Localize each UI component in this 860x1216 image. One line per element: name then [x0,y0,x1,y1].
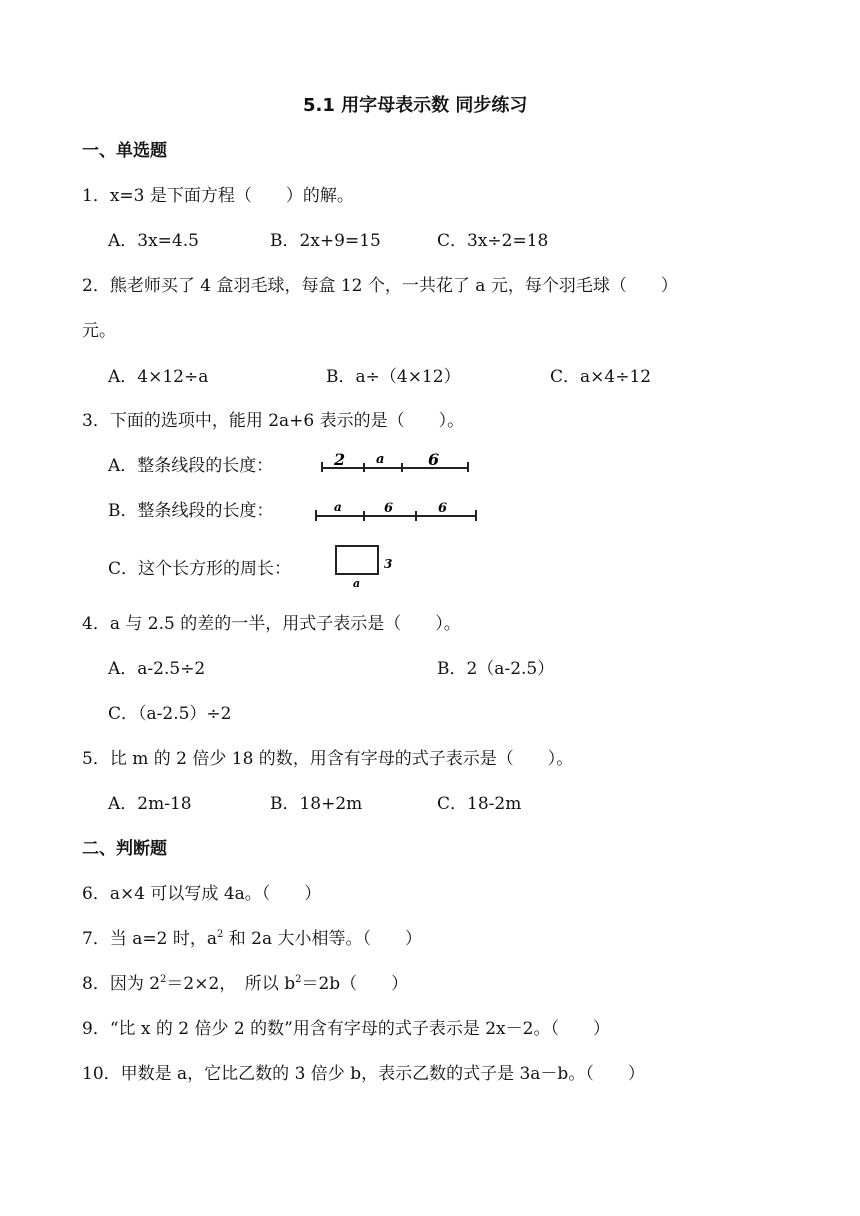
question-10: 10．甲数是 a，它比乙数的 3 倍少 b，表示乙数的式子是 3a－b。（ ） [82,1064,645,1084]
question-5-option-c: C．18-2m [437,794,522,814]
question-8 [82,973,408,995]
question-4-option-b: B．2（a-2.5） [437,659,555,679]
question-1-option-a: A．3x=4.5 [108,231,199,251]
question-6: 6．a×4 可以写成 4a。（ ） [82,884,322,904]
question-3-option-a: A．整条线段的长度： [108,456,274,476]
question-5-option-b: B．18+2m [270,794,363,814]
question-1-option-b: B．2x+9=15 [270,231,381,251]
question-1-option-c: C．3x÷2=18 [437,231,549,251]
segment-b-label-2: 6 [384,501,394,516]
question-5-option-a: A．2m-18 [108,794,192,814]
rectangle-width-label: 3 [384,557,393,571]
segment-figure-a [318,448,474,476]
segment-b-label-3: 6 [438,501,448,516]
question-4-stem: 4．a 与 2.5 的差的一半，用式子表示是（ ）。 [82,614,461,634]
question-5-stem: 5．比 m 的 2 倍少 18 的数，用含有字母的式子表示是（ ）。 [82,749,574,769]
question-8-exponent-2: 2 [295,974,302,985]
rectangle-figure [330,542,400,590]
question-3-option-b: B．整条线段的长度： [108,501,274,521]
question-2-stem-continued: 元。 [82,321,116,341]
question-2-stem: 2．熊老师买了 4 盒羽毛球，每盒 12 个，一共花了 a 元，每个羽毛球（ ） [82,276,678,296]
question-7-exponent: 2 [216,929,224,940]
question-4-option-a: A．a-2.5÷2 [108,659,206,679]
segment-a-label-2: a [376,452,385,467]
question-9: 9．“比 x 的 2 倍少 2 的数”用含有字母的式子表示是 2x－2。（ ） [82,1019,610,1039]
segment-a-label-3: 6 [428,450,440,469]
question-7 [82,928,422,950]
segment-b-label-1: a [334,500,342,514]
question-8-part-2: ＝2×2， 所以 b [166,974,296,994]
question-1-stem: 1．x=3 是下面方程（ ）的解。 [82,186,354,206]
question-8-exponent-1: 2 [160,974,167,985]
section-heading-single-choice: 一、单选题 [82,141,167,161]
question-7-text-end: 和 2a 大小相等。（ ） [223,929,423,949]
question-2-option-b: B．a÷（4×12） [326,367,461,387]
rectangle-length-label: a [353,577,361,590]
question-3-stem: 3．下面的选项中，能用 2a+6 表示的是（ ）。 [82,411,465,431]
segment-figure-b [312,498,482,524]
question-8-part-1: 8．因为 2 [82,974,161,994]
question-8-part-3: ＝2b（ ） [301,974,409,994]
question-2-option-c: C．a×4÷12 [550,367,652,387]
section-heading-true-false: 二、判断题 [82,839,167,859]
question-3-option-c: C．这个长方形的周长： [108,559,292,579]
segment-a-label-1: 2 [334,450,346,469]
page-title: 5.1 用字母表示数 同步练习 [303,95,528,116]
question-4-option-c: C．（a-2.5）÷2 [108,704,232,724]
question-2-option-a: A．4×12÷a [108,367,209,387]
question-7-text-start: 7．当 a=2 时，a [82,929,217,949]
